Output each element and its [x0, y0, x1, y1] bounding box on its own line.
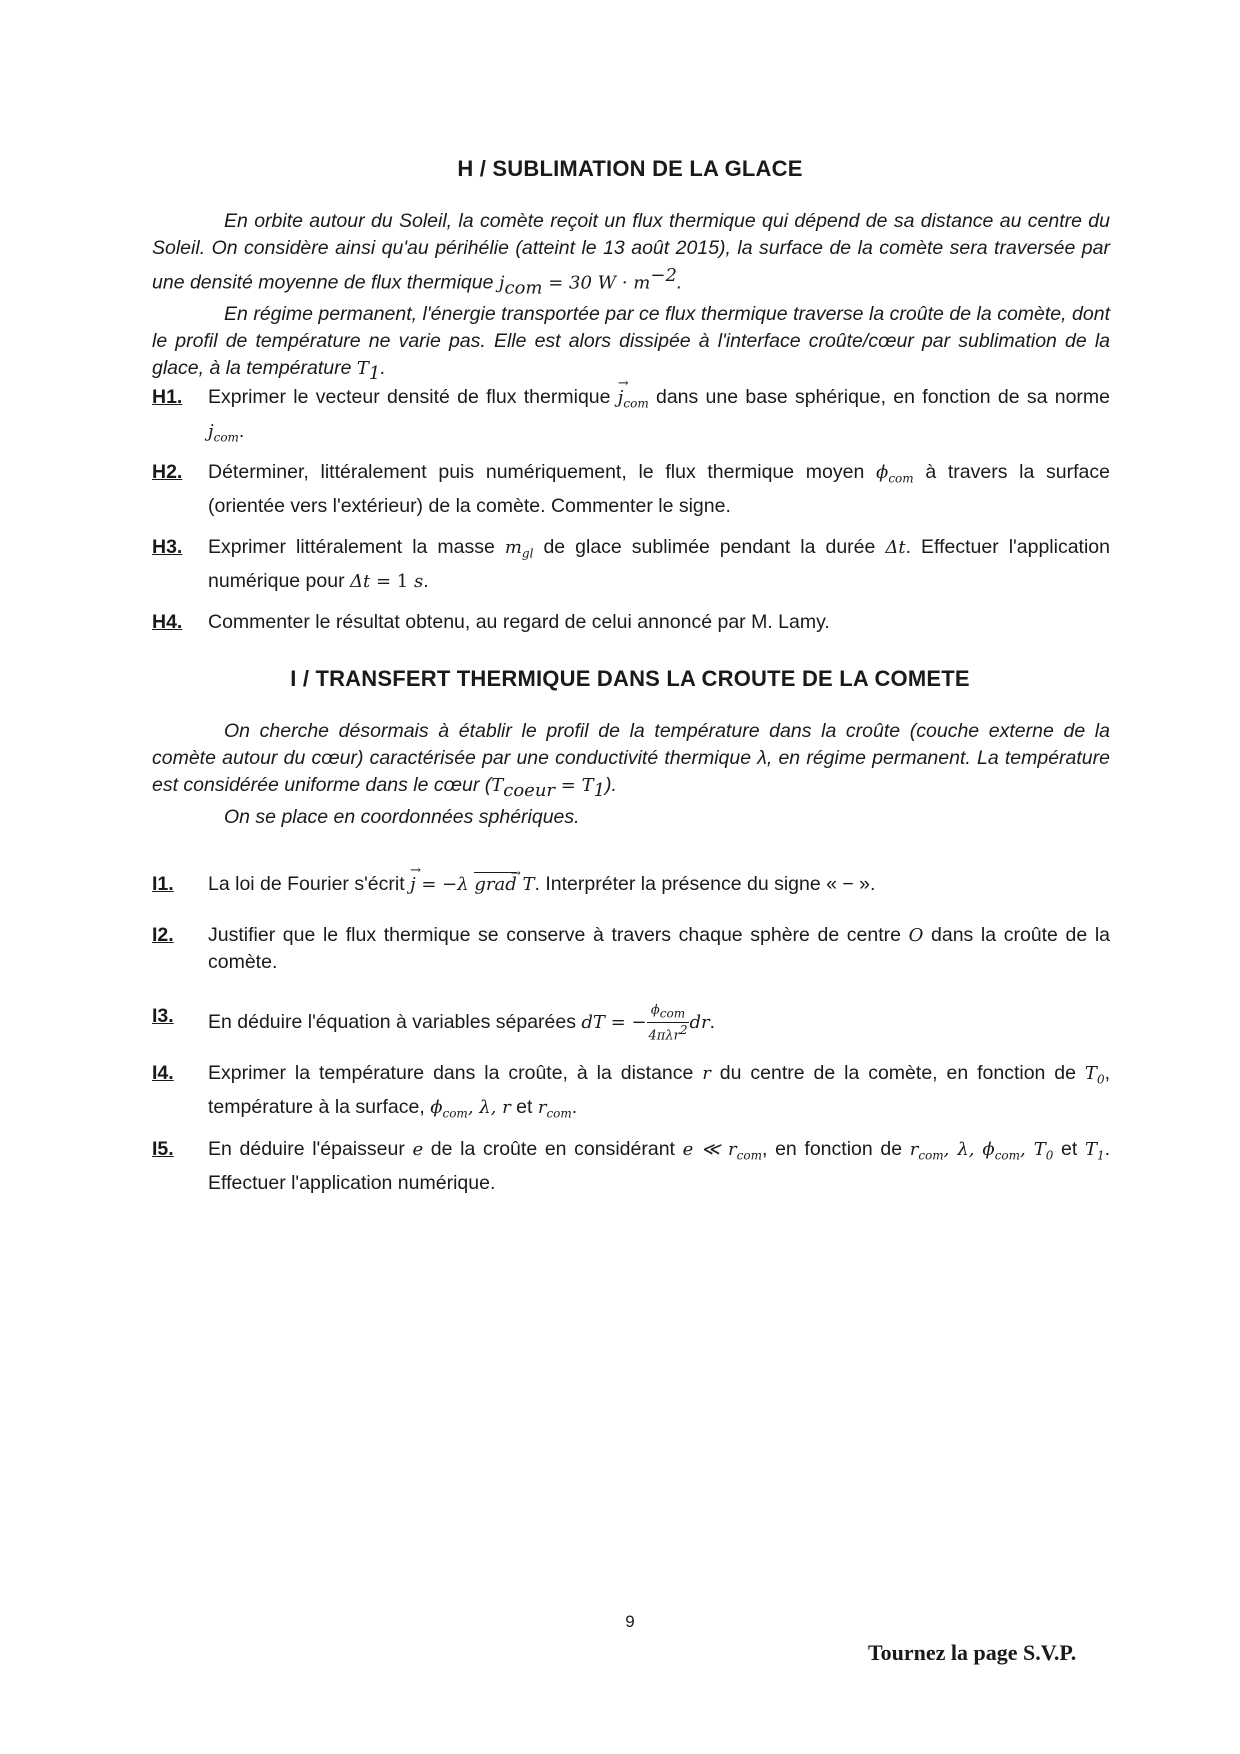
- question-label: H3.: [152, 536, 183, 558]
- section-i-intro-paragraph-2: On se place en coordonnées sphériques.: [224, 805, 580, 828]
- section-h-intro: [152, 208, 1110, 387]
- question-label: H1.: [152, 386, 183, 408]
- question-label: I4.: [152, 1062, 174, 1084]
- question-label: I1.: [152, 873, 174, 895]
- section-i-intro: [152, 718, 1110, 831]
- question-label: H4.: [152, 611, 183, 633]
- question-text: Exprimer littéralement la masse $m_{gl}$ de glace sublimée pendant la durée Δt. Effectuer l'application numérique pour Δt = 1 s.: [208, 536, 1110, 592]
- question-h4: [152, 609, 1110, 636]
- question-text: Exprimer le vecteur densité de flux thermique → $j_{com}$ dans une base sphérique, en fonction de sa norme $j_{com}$.: [208, 384, 1110, 451]
- question-label: I3.: [152, 1005, 174, 1027]
- section-i-title: I / TRANSFERT THERMIQUE DANS LA CROUTE DE LA COMETE: [290, 666, 970, 691]
- question-i5: [152, 1136, 1110, 1197]
- section-i-intro-paragraph-1: On cherche désormais à établir le profil de la température dans la croûte (couche externe de la comète autour du cœur) caractérisée par une conductivité thermique λ, en régime permanent. La température est considérée uniforme dans le cœur $(T_{coeur} = T_1)$.: [152, 720, 1110, 801]
- question-text: La loi de Fourier s'écrit → j = −λ grad → T. Interpréter la présence du signe « − ».: [208, 871, 1110, 898]
- page-number: 9: [625, 1612, 635, 1631]
- question-text: Déterminer, littéralement puis numériquement, le flux thermique moyen $\phi_{com}$ à travers la surface (orientée vers l'extérieur) de la comète. Commenter le signe.: [208, 461, 1110, 517]
- question-h2: [152, 459, 1110, 520]
- turn-page-note: Tournez la page S.V.P.: [868, 1640, 1077, 1665]
- question-i3: [152, 1003, 1110, 1043]
- question-i2: [152, 922, 1110, 976]
- question-text: Exprimer la température dans la croûte, à la distance r du centre de la comète, en fonction de $T_0$, température à la surface, $\phi_{com}$, λ, r et $r_{com}$.: [208, 1062, 1110, 1121]
- question-h1: [152, 384, 1110, 451]
- question-i1: [152, 871, 1110, 898]
- question-label: I5.: [152, 1138, 174, 1160]
- section-h-title: H / SUBLIMATION DE LA GLACE: [457, 156, 803, 181]
- question-text: En déduire l'épaisseur e de la croûte en considérant e ≪ $r_{com}$, en fonction de $r_{com}$, λ, $\phi_{com}$, $T_0$ et $T_1$. Effectuer l'application numérique.: [208, 1138, 1111, 1194]
- section-h-intro-paragraph-1: En orbite autour du Soleil, la comète reçoit un flux thermique qui dépend de sa distance au centre du Soleil. On considère ainsi qu'au périhélie (atteint le 13 août 2015), la surface de la comète sera traversée par une densité moyenne de flux thermique $j_{com} = 30$ $W \cdot m^{-2}$.: [152, 210, 1110, 299]
- question-text: En déduire l'équation à variables séparées dT = − $\frac{\phi_{com}}{4\pi\lambda r^2}$ dr.: [208, 1003, 716, 1043]
- question-i4: [152, 1060, 1110, 1127]
- question-text: Commenter le résultat obtenu, au regard de celui annoncé par M. Lamy.: [208, 611, 830, 633]
- question-text: Justifier que le flux thermique se conserve à travers chaque sphère de centre O dans la croûte de la comète.: [208, 924, 1110, 973]
- question-label: H2.: [152, 461, 183, 483]
- question-label: I2.: [152, 924, 174, 946]
- section-h-intro-paragraph-2: En régime permanent, l'énergie transportée par ce flux thermique traverse la croûte de la comète, dont le profil de température ne varie pas. Elle est alors dissipée à l'interface croûte/cœur par sublimation de la glace, à la température $T_1$.: [152, 303, 1110, 385]
- question-h3: [152, 534, 1110, 595]
